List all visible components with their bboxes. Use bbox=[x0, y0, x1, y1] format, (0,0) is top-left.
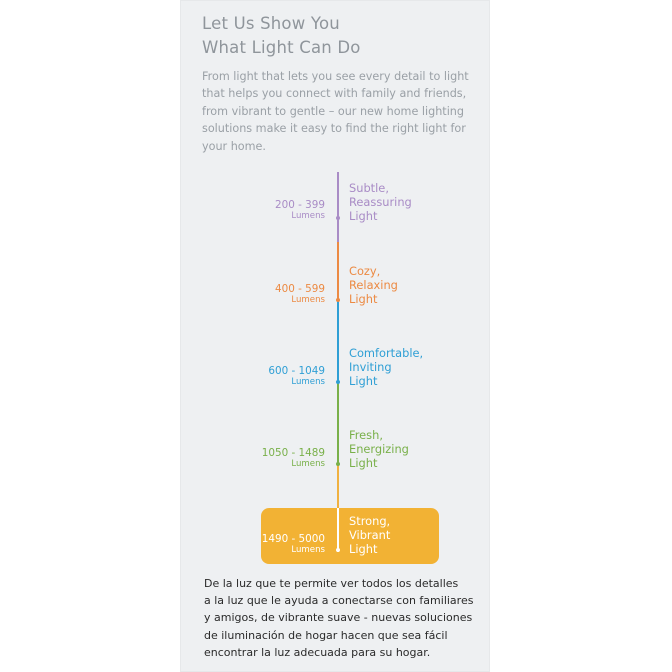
scale-tick-strong bbox=[336, 548, 340, 552]
lumen-unit: Lumens bbox=[291, 377, 325, 387]
description-line: Strong, bbox=[349, 514, 391, 528]
spanish-paragraph bbox=[204, 575, 484, 661]
description-line: Light bbox=[349, 374, 378, 388]
spanish-line: de iluminación de hogar hacen que sea fácil bbox=[204, 628, 448, 642]
lumen-unit: Lumens bbox=[291, 545, 325, 555]
light-description-strong bbox=[349, 514, 479, 556]
spanish-line: a la luz que le ayuda a conectarse con familiares bbox=[204, 594, 474, 608]
lumen-range-cozy bbox=[275, 283, 325, 305]
scale-line-segment-cozy bbox=[337, 242, 339, 300]
lumen-range-value: 1490 - 5000 bbox=[261, 533, 325, 545]
lumen-unit: Lumens bbox=[291, 459, 325, 469]
description-line: Fresh, bbox=[349, 428, 383, 442]
lumen-range-value: 200 - 399 bbox=[274, 199, 325, 211]
scale-line-segment-comfortable bbox=[337, 300, 339, 382]
description-line: Light bbox=[349, 292, 378, 306]
lumen-range-strong bbox=[262, 533, 325, 555]
scale-line-segment-strong bbox=[337, 464, 339, 508]
description-line: Energizing bbox=[349, 442, 409, 456]
scale-tick-subtle bbox=[336, 216, 340, 220]
scale-line-segment-strong-inner bbox=[337, 508, 339, 552]
lumen-range-comfortable bbox=[268, 365, 325, 387]
lumen-unit: Lumens bbox=[291, 295, 325, 305]
spanish-line: De la luz que te permite ver todos los detalles bbox=[204, 577, 459, 590]
description-line: Vibrant bbox=[349, 528, 391, 542]
lumen-range-fresh bbox=[262, 447, 325, 469]
spanish-line: encontrar la luz adecuada para su hogar. bbox=[204, 645, 431, 659]
scale-tick-cozy bbox=[336, 298, 340, 302]
heading-line-1: Let Us Show You bbox=[202, 14, 340, 33]
panel-heading bbox=[202, 12, 482, 60]
description-line: Relaxing bbox=[349, 278, 398, 292]
light-description-fresh bbox=[349, 428, 479, 470]
lumen-unit: Lumens bbox=[291, 211, 325, 221]
light-description-comfortable bbox=[349, 346, 479, 388]
lumen-range-value: 600 - 1049 bbox=[268, 365, 325, 377]
spanish-line: y amigos, de vibrante suave - nuevas soluciones bbox=[204, 611, 473, 625]
heading-line-2: What Light Can Do bbox=[202, 38, 361, 57]
light-description-cozy bbox=[349, 264, 479, 306]
scale-tick-comfortable bbox=[336, 380, 340, 384]
description-line: Cozy, bbox=[349, 264, 381, 278]
description-line: Light bbox=[349, 456, 378, 470]
light-description-subtle bbox=[349, 181, 479, 223]
packaging-panel bbox=[180, 0, 490, 672]
lumen-range-value: 400 - 599 bbox=[274, 283, 325, 295]
description-line: Comfortable, bbox=[349, 346, 424, 360]
intro-paragraph: From light that lets you see every detail to light that helps you connect with family and friends, from vibrant to gentle – our new home lighting solutions make it easy to find the right light for your home. bbox=[202, 70, 469, 153]
lumen-range-subtle bbox=[275, 199, 325, 221]
scale-line-segment-subtle bbox=[337, 172, 339, 242]
description-line: Reassuring bbox=[349, 195, 412, 209]
description-line: Inviting bbox=[349, 360, 392, 374]
scale-tick-fresh bbox=[336, 462, 340, 466]
description-line: Light bbox=[349, 542, 378, 556]
lumen-range-value: 1050 - 1489 bbox=[261, 447, 325, 459]
scale-line-segment-fresh bbox=[337, 382, 339, 464]
description-line: Subtle, bbox=[349, 181, 389, 195]
description-line: Light bbox=[349, 209, 378, 223]
